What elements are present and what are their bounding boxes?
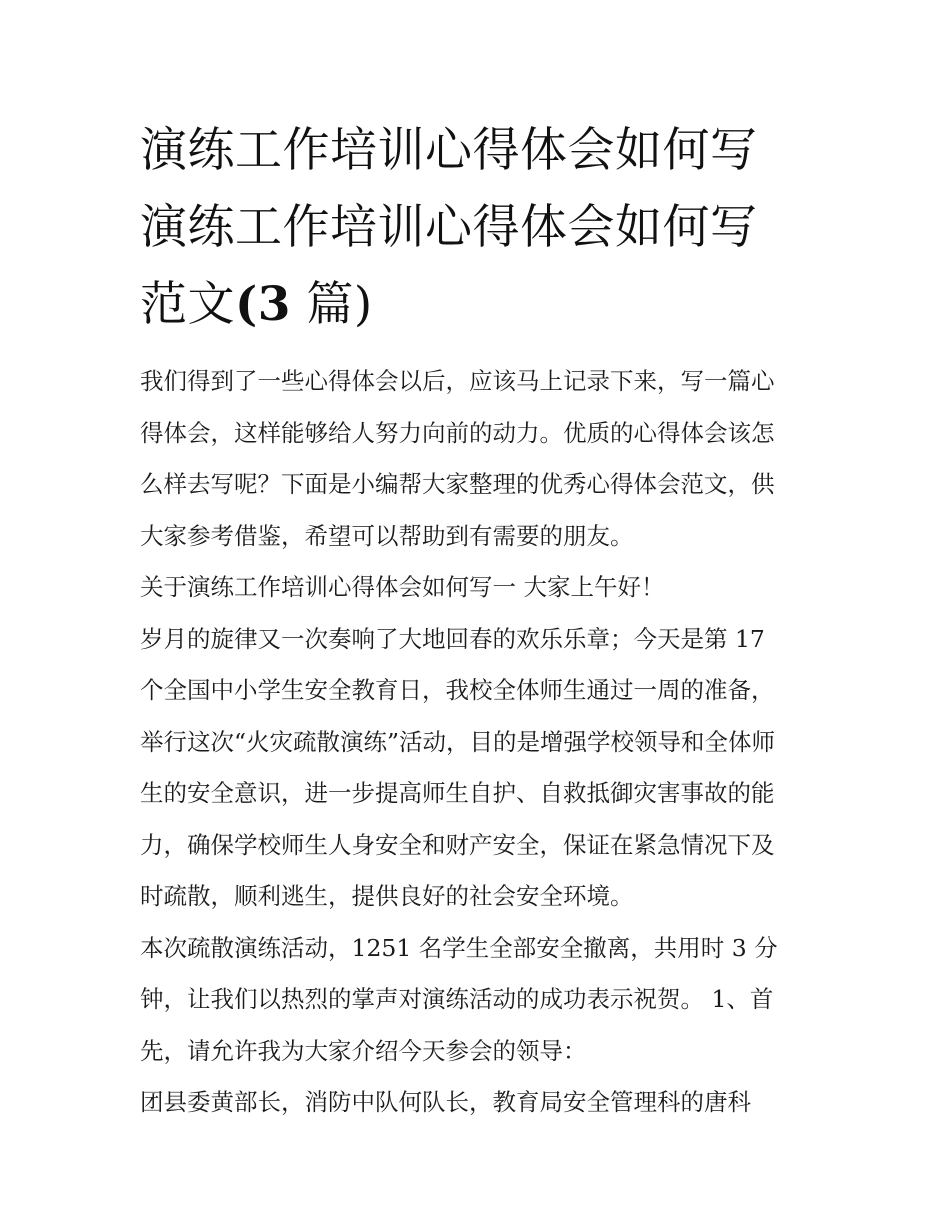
body-line: 时疏散，顺利逃生，提供良好的社会安全环境。 [140, 882, 634, 910]
body-line: 本次疏散演练活动，1251 名学生全部安全撤离，共用时 3 分 [140, 933, 778, 962]
title-line-3 [140, 266, 830, 343]
body-line: 个全国中小学生安全教育日，我校全体师生通过一周的准备， [140, 676, 775, 704]
title-line-3-suffix: 篇) [306, 277, 373, 332]
title-line-3-count: (3 [235, 277, 291, 332]
body-line: 大家参考借鉴，希望可以帮助到有需要的朋友。 [140, 521, 634, 550]
body-line: 得体会，这样能够给人努力向前的动力。优质的心得体会该怎 [140, 418, 775, 447]
body-line: 我们得到了一些心得体会以后，应该马上记录下来，写一篇心 [140, 367, 775, 395]
body-line: 先，请允许我为大家介绍今天参会的领导： [140, 1036, 587, 1065]
body-line: 钟，让我们以热烈的掌声对演练活动的成功表示祝贺。 1、首 [140, 985, 774, 1013]
body-line: 举行这次“火灾疏散演练”活动，目的是增强学校领导和全体师 [140, 727, 776, 756]
title-line-2: 演练工作培训心得体会如何写 [140, 200, 758, 255]
body-line: 生的安全意识，进一步提高师生自护、自救抵御灾害事故的能 [140, 779, 775, 807]
body-line: 团县委黄部长，消防中队何队长，教育局安全管理科的唐科 [140, 1088, 751, 1116]
document-body [140, 356, 830, 1129]
title-line-1: 演练工作培训心得体会如何写 [140, 123, 758, 178]
body-line: 岁月的旋律又一次奏响了大地回春的欢乐乐章；今天是第 17 [140, 624, 765, 653]
body-line: 么样去写呢？下面是小编帮大家整理的优秀心得体会范文，供 [140, 470, 775, 498]
body-line: 力，确保学校师生人身安全和财产安全，保证在紧急情况下及 [140, 830, 775, 859]
document-title [140, 112, 830, 343]
body-line: 关于演练工作培训心得体会如何写一 大家上午好！ [140, 573, 665, 601]
title-line-3-text: 范文 [140, 277, 235, 332]
